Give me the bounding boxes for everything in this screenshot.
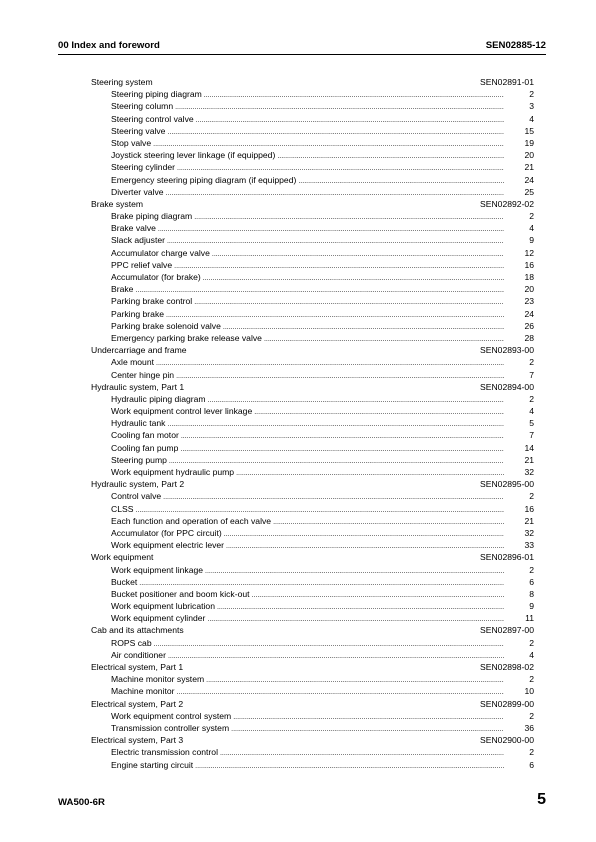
- dot-leader: [167, 419, 504, 431]
- toc-entry-title: Work equipment control system: [111, 710, 232, 721]
- dot-leader: [194, 297, 504, 309]
- toc-entry: [91, 271, 534, 283]
- toc-section-code: SEN02900-00: [480, 735, 534, 746]
- toc-section-code: SEN02899-00: [480, 698, 534, 709]
- toc-entry: [91, 685, 534, 697]
- header-divider: [58, 54, 546, 55]
- toc-entry-page: 21: [524, 162, 534, 173]
- dot-leader: [167, 127, 504, 139]
- toc-entry-title: Steering pump: [111, 454, 167, 465]
- toc-entry: [91, 356, 534, 368]
- toc-entry: [91, 722, 534, 734]
- toc-entry: [91, 442, 534, 454]
- toc-entry-title: Brake valve: [111, 223, 156, 234]
- toc-entry-page: 2: [529, 211, 534, 222]
- toc-entry-page: 21: [524, 515, 534, 526]
- toc-entry-page: 2: [529, 491, 534, 502]
- toc-section-title: Electrical system, Part 2: [91, 698, 184, 709]
- toc-entry-page: 23: [524, 296, 534, 307]
- toc-entry-page: 28: [524, 332, 534, 343]
- toc-entry-page: 3: [529, 101, 534, 112]
- dot-leader: [196, 115, 504, 127]
- dot-leader: [226, 541, 504, 553]
- toc-entry: [91, 576, 534, 588]
- dot-leader: [254, 407, 504, 419]
- toc-entry-page: 6: [529, 759, 534, 770]
- toc-entry-page: 20: [524, 150, 534, 161]
- toc-entry-title: Accumulator (for PPC circuit): [111, 527, 222, 538]
- toc-entry-title: ROPS cab: [111, 637, 152, 648]
- toc-entry-page: 4: [529, 223, 534, 234]
- toc-entry: [91, 88, 534, 100]
- toc-entry-title: Steering control valve: [111, 113, 194, 124]
- toc-entry-page: 16: [524, 259, 534, 270]
- toc-entry-page: 4: [529, 649, 534, 660]
- toc-entry-page: 19: [524, 137, 534, 148]
- header-document-code: SEN02885-12: [485, 40, 546, 51]
- toc-entry-page: 7: [529, 430, 534, 441]
- toc-entry: [91, 759, 534, 771]
- toc-entry: [91, 161, 534, 173]
- dot-leader: [220, 748, 504, 760]
- toc-entry: [91, 527, 534, 539]
- toc-entry-page: 25: [524, 186, 534, 197]
- dot-leader: [205, 566, 504, 578]
- toc-entry: [91, 247, 534, 259]
- toc-entry-page: 6: [529, 576, 534, 587]
- toc-entry-page: 10: [524, 686, 534, 697]
- toc-entry-page: 24: [524, 308, 534, 319]
- toc-entry-title: Each function and operation of each valve: [111, 515, 272, 526]
- dot-leader: [166, 188, 504, 200]
- dot-leader: [163, 492, 504, 504]
- toc-entry-title: Slack adjuster: [111, 235, 165, 246]
- toc-entry-page: 2: [529, 393, 534, 404]
- toc-section-title: Cab and its attachments: [91, 625, 184, 636]
- toc-entry-title: Hydraulic tank: [111, 418, 166, 429]
- toc-entry-title: Parking brake control: [111, 296, 193, 307]
- toc-entry-title: Brake piping diagram: [111, 211, 193, 222]
- toc-entry: [91, 137, 534, 149]
- toc-entry: [91, 417, 534, 429]
- toc-entry-page: 12: [524, 247, 534, 258]
- dot-leader: [231, 724, 504, 736]
- toc-entry-title: Steering cylinder: [111, 162, 176, 173]
- dot-leader: [195, 761, 504, 773]
- toc-entry: [91, 393, 534, 405]
- toc-entry: [91, 612, 534, 624]
- toc-entry-page: 24: [524, 174, 534, 185]
- dot-leader: [224, 529, 504, 541]
- dot-leader: [223, 322, 504, 334]
- toc-entry-title: Parking brake: [111, 308, 165, 319]
- dot-leader: [203, 273, 504, 285]
- toc-entry-title: Work equipment linkage: [111, 564, 204, 575]
- toc-entry: [91, 600, 534, 612]
- toc-entry-title: CLSS: [111, 503, 134, 514]
- toc-entry-page: 14: [524, 442, 534, 453]
- dot-leader: [204, 90, 504, 102]
- toc-section-code: SEN02892-02: [480, 198, 534, 209]
- footer-page-number: 5: [537, 791, 546, 808]
- toc-entry-title: Machine monitor: [111, 686, 175, 697]
- dot-leader: [181, 431, 504, 443]
- toc-entry: [91, 490, 534, 502]
- toc-entry-title: Electric transmission control: [111, 747, 218, 758]
- dot-leader: [277, 151, 504, 163]
- toc-entry: [91, 308, 534, 320]
- toc-entry-title: Work equipment hydraulic pump: [111, 467, 235, 477]
- toc-entry-title: Brake: [111, 284, 134, 295]
- toc-entry-title: Steering valve: [111, 125, 166, 136]
- dot-leader: [207, 614, 504, 626]
- toc-entry-title: Axle mount: [111, 357, 154, 368]
- toc-entry-title: Accumulator charge valve: [111, 247, 210, 258]
- toc-entry-title: Work equipment cylinder: [111, 613, 206, 624]
- dot-leader: [176, 371, 504, 383]
- toc-section-title: Steering system: [91, 77, 153, 87]
- toc-entry: [91, 588, 534, 600]
- toc-entry-title: Steering piping diagram: [111, 89, 202, 100]
- toc-entry-page: 26: [524, 320, 534, 331]
- toc-entry: [91, 283, 534, 295]
- toc-entry: [91, 320, 534, 332]
- dot-leader: [175, 102, 504, 114]
- toc-entry-page: 2: [529, 674, 534, 685]
- toc-entry-page: 9: [529, 601, 534, 612]
- toc-entry-page: 2: [529, 357, 534, 368]
- toc-entry-title: Engine starting circuit: [111, 759, 194, 770]
- toc-entry-title: Emergency steering piping diagram (if equipped): [111, 174, 297, 185]
- toc-section-code: SEN02898-02: [480, 662, 534, 672]
- toc-section-title: Work equipment: [91, 552, 154, 563]
- toc-entry-page: 7: [529, 369, 534, 380]
- dot-leader: [236, 468, 504, 480]
- toc-entry-title: Control valve: [111, 491, 162, 502]
- toc-entry: [91, 649, 534, 661]
- toc-section-title: Brake system: [91, 198, 144, 209]
- toc-section-heading: [91, 76, 534, 88]
- toc-entry-page: 11: [525, 613, 534, 624]
- toc-entry-title: Work equipment electric lever: [111, 540, 225, 551]
- toc-entry: [91, 295, 534, 307]
- toc-entry-title: Bucket positioner and boom kick-out: [111, 588, 250, 599]
- dot-leader: [212, 249, 504, 261]
- toc-entry-title: Machine monitor system: [111, 674, 205, 685]
- footer-model: WA500-6R: [58, 797, 105, 808]
- toc-entry-title: Work equipment lubrication: [111, 601, 215, 612]
- toc-section-title: Hydraulic system, Part 1: [91, 381, 185, 392]
- toc-entry-title: Cooling fan pump: [111, 442, 179, 453]
- toc-entry: [91, 466, 534, 478]
- dot-leader: [217, 602, 504, 614]
- toc-entry-title: Bucket: [111, 576, 138, 587]
- toc-section-title: Hydraulic system, Part 2: [91, 479, 185, 490]
- toc-entry-page: 4: [529, 406, 534, 417]
- toc-entry: [91, 515, 534, 527]
- toc-section-code: SEN02896-01: [480, 552, 534, 563]
- toc-entry: [91, 673, 534, 685]
- dot-leader: [167, 236, 504, 248]
- toc-entry: [91, 100, 534, 112]
- toc-entry-page: 21: [524, 454, 534, 465]
- toc-entry-title: PPC relief valve: [111, 259, 173, 270]
- dot-leader: [168, 651, 504, 663]
- dot-leader: [273, 517, 504, 529]
- dot-leader: [264, 334, 504, 346]
- table-of-contents: [91, 76, 534, 771]
- toc-entry: [91, 174, 534, 186]
- toc-section-code: SEN02891-01: [480, 77, 534, 87]
- toc-entry: [91, 564, 534, 576]
- dot-leader: [158, 224, 504, 236]
- toc-entry-page: 32: [524, 467, 534, 477]
- toc-entry-title: Center hinge pin: [111, 369, 175, 380]
- toc-entry: [91, 405, 534, 417]
- dot-leader: [154, 639, 504, 651]
- toc-entry: [91, 746, 534, 758]
- toc-entry-title: Emergency parking brake release valve: [111, 332, 262, 343]
- toc-entry: [91, 259, 534, 271]
- toc-entry-title: Hydraulic piping diagram: [111, 393, 206, 404]
- toc-entry-title: Parking brake solenoid valve: [111, 320, 221, 331]
- toc-section-code: SEN02894-00: [480, 381, 534, 392]
- dot-leader: [156, 358, 504, 370]
- toc-section-title: Electrical system, Part 1: [91, 662, 184, 672]
- toc-entry-page: 2: [529, 564, 534, 575]
- toc-entry-page: 15: [524, 125, 534, 136]
- toc-entry-title: Accumulator (for brake): [111, 272, 201, 282]
- toc-entry: [91, 210, 534, 222]
- toc-entry-title: Work equipment control lever linkage: [111, 406, 253, 417]
- header-section-title: 00 Index and foreword: [58, 40, 160, 51]
- toc-entry-page: 2: [529, 637, 534, 648]
- toc-entry: [91, 186, 534, 198]
- toc-entry-page: 9: [529, 235, 534, 246]
- toc-entry-page: 16: [524, 503, 534, 514]
- toc-entry-page: 2: [529, 747, 534, 758]
- toc-entry-page: 8: [529, 588, 534, 599]
- toc-entry-page: 36: [524, 722, 534, 733]
- toc-entry: [91, 332, 534, 344]
- toc-entry-page: 33: [524, 540, 534, 551]
- toc-entry-page: 32: [524, 527, 534, 538]
- toc-entry: [91, 113, 534, 125]
- dot-leader: [174, 261, 504, 273]
- toc-entry-title: Diverter valve: [111, 186, 164, 197]
- toc-entry: [91, 503, 534, 515]
- toc-section-code: SEN02895-00: [480, 479, 534, 490]
- toc-entry: [91, 125, 534, 137]
- dot-leader: [206, 675, 504, 687]
- toc-entry-page: 2: [529, 89, 534, 100]
- toc-entry-title: Air conditioner: [111, 649, 166, 660]
- toc-entry-page: 5: [529, 418, 534, 429]
- toc-section-title: Undercarriage and frame: [91, 345, 187, 356]
- toc-entry: [91, 429, 534, 441]
- toc-entry-title: Cooling fan motor: [111, 430, 179, 441]
- toc-section-title: Electrical system, Part 3: [91, 735, 184, 746]
- dot-leader: [180, 444, 504, 456]
- dot-leader: [177, 687, 504, 699]
- toc-entry-page: 2: [529, 710, 534, 721]
- dot-leader: [252, 590, 504, 602]
- page-header: [58, 40, 546, 54]
- toc-entry: [91, 222, 534, 234]
- toc-entry-title: Joystick steering lever linkage (if equipped): [111, 150, 276, 161]
- toc-entry: [91, 637, 534, 649]
- toc-entry-title: Steering column: [111, 101, 174, 112]
- toc-entry: [91, 454, 534, 466]
- dot-leader: [298, 176, 504, 188]
- toc-entry-page: 18: [524, 272, 534, 282]
- dot-leader: [194, 212, 504, 224]
- toc-section-code: SEN02897-00: [480, 625, 534, 636]
- toc-entry-title: Transmission controller system: [111, 722, 230, 733]
- toc-entry-page: 4: [529, 113, 534, 124]
- toc-entry-title: Stop valve: [111, 137, 152, 148]
- toc-section-code: SEN02893-00: [480, 345, 534, 356]
- toc-entry: [91, 369, 534, 381]
- toc-entry-page: 20: [524, 284, 534, 295]
- toc-entry: [91, 710, 534, 722]
- toc-entry: [91, 149, 534, 161]
- toc-entry: [91, 539, 534, 551]
- dot-leader: [233, 712, 504, 724]
- toc-entry: [91, 234, 534, 246]
